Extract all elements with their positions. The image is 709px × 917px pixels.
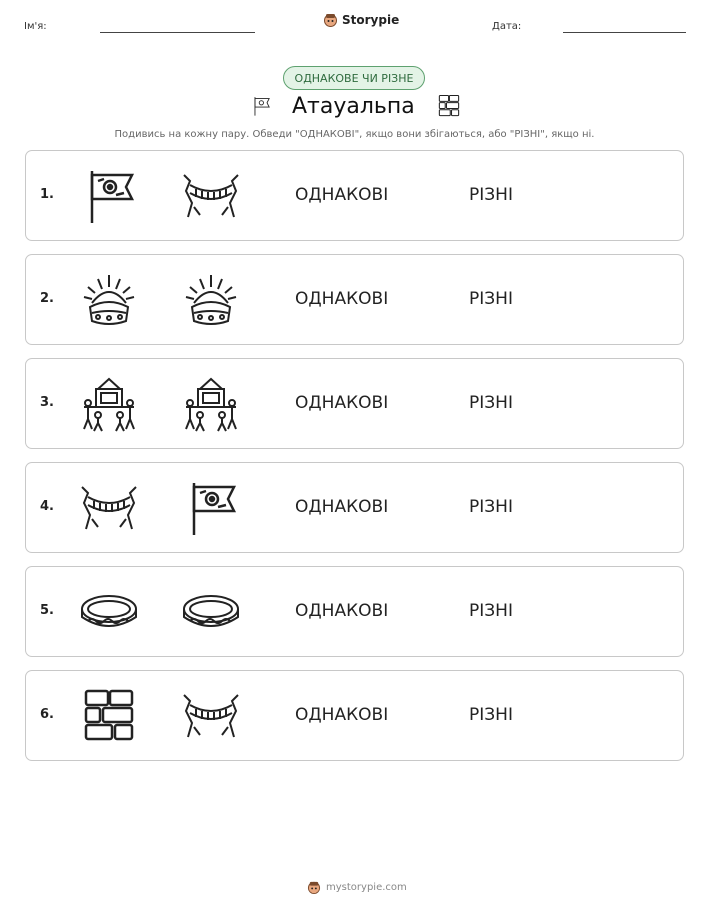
flag-icon [250, 92, 272, 120]
answer-different[interactable]: РІЗНІ [469, 393, 513, 413]
gold-ring-icon [180, 583, 242, 641]
answer-same[interactable]: ОДНАКОВІ [295, 289, 389, 309]
question-number: 5. [40, 603, 54, 618]
storypie-mascot-icon [307, 880, 321, 895]
question-row [25, 150, 684, 241]
brand-name: Storypie [342, 13, 400, 27]
answer-same[interactable]: ОДНАКОВІ [295, 185, 389, 205]
litter-bearers-icon [78, 375, 140, 433]
instructions: Подивись на кожну пару. Обведи "ОДНАКОВІ", якщо вони збігаються, або "РІЗНІ", якщо ні. [114, 129, 595, 140]
answer-same[interactable]: ОДНАКОВІ [295, 601, 389, 621]
name-line[interactable] [100, 32, 255, 33]
stone-wall-icon [78, 687, 140, 745]
question-row [25, 670, 684, 761]
footer-url: mystorypie.com [326, 882, 407, 893]
question-row [25, 358, 684, 449]
answer-different[interactable]: РІЗНІ [469, 289, 513, 309]
litter-bearers-icon [180, 375, 242, 433]
flag-icon [180, 479, 242, 537]
flag-icon [78, 167, 140, 225]
date-label: Дата: [492, 21, 522, 32]
question-number: 3. [40, 395, 54, 410]
sun-crown-icon [180, 271, 242, 329]
rope-bridge-icon [78, 479, 140, 537]
answer-different[interactable]: РІЗНІ [469, 185, 513, 205]
question-number: 1. [40, 187, 54, 202]
question-row [25, 254, 684, 345]
answer-same[interactable]: ОДНАКОВІ [295, 705, 389, 725]
brand-logo [323, 12, 399, 28]
answer-different[interactable]: РІЗНІ [469, 601, 513, 621]
question-row [25, 462, 684, 553]
page-title: Атауальпа [292, 94, 415, 119]
footer [307, 880, 407, 895]
sun-crown-icon [78, 271, 140, 329]
name-label: Ім'я: [24, 21, 47, 32]
rope-bridge-icon [180, 687, 242, 745]
question-row [25, 566, 684, 657]
rope-bridge-icon [180, 167, 242, 225]
answer-same[interactable]: ОДНАКОВІ [295, 497, 389, 517]
gold-ring-icon [78, 583, 140, 641]
date-line[interactable] [563, 32, 686, 33]
storypie-mascot-icon [323, 12, 338, 28]
question-number: 4. [40, 499, 54, 514]
worksheet-type-badge: ОДНАКОВЕ ЧИ РІЗНЕ [283, 66, 425, 90]
answer-different[interactable]: РІЗНІ [469, 497, 513, 517]
answer-same[interactable]: ОДНАКОВІ [295, 393, 389, 413]
question-number: 6. [40, 707, 54, 722]
answer-different[interactable]: РІЗНІ [469, 705, 513, 725]
stone-wall-icon [436, 92, 462, 120]
question-number: 2. [40, 291, 54, 306]
